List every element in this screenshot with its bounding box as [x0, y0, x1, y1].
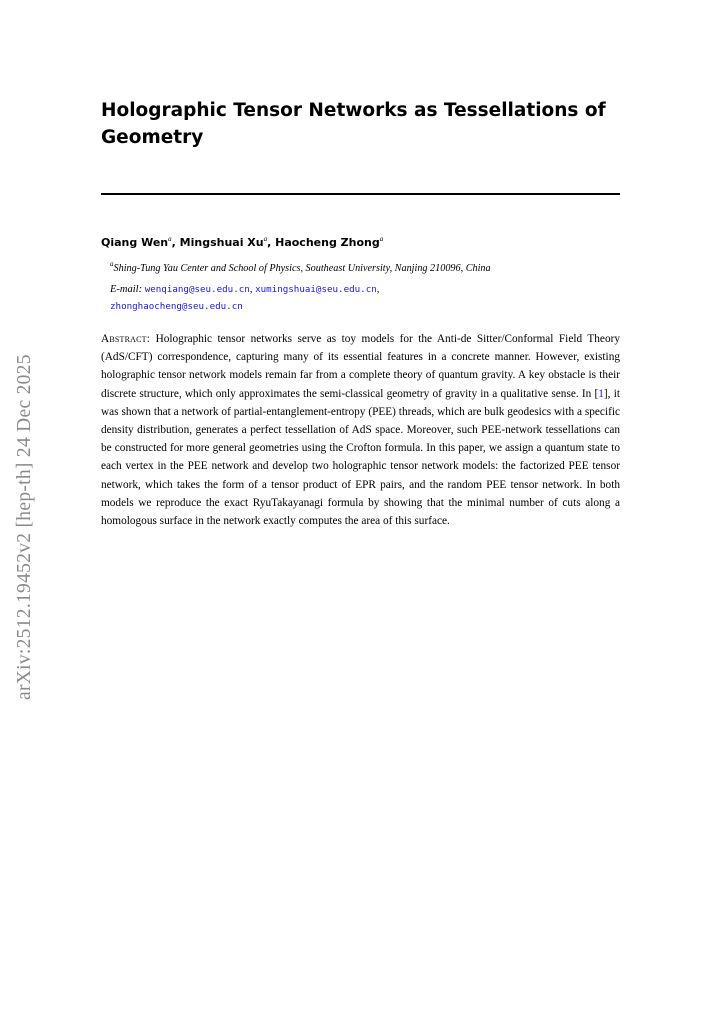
author-affil-mark: a	[263, 235, 268, 243]
author-name: Qiang Wen	[101, 236, 169, 249]
email-link-xu[interactable]: xumingshuai@seu.edu.cn	[255, 284, 377, 295]
author-affil-mark: a	[379, 235, 384, 243]
author-separator: ,	[171, 236, 180, 249]
paper-title	[101, 97, 621, 151]
citation-link[interactable]: 1	[598, 387, 604, 400]
abstract-text-part2: ], it was shown that a network of partial-entanglement-entropy (PEE) threads, which are bulk geodesics with a specific density distribution, generates a perfect tessellation of AdS space. Moreover, such PEE-network tessellations can be constructed for more general geometries using the Crofton formula. In this paper, we assign a quantum state to each vertex in the PEE network and develop two holographic tensor network models: the factorized PEE tensor network, which takes the form of a tensor product of EPR pairs, and the random PEE tensor network. In both models we reproduce the exact RyuTakayanagi formula by showing that the minimal number of cuts along a homologous surface in the network exactly computes the area of this surface.	[101, 387, 620, 528]
title-line-1: Holographic Tensor Networks as Tessellations of	[101, 100, 606, 121]
affil-mark: a	[110, 260, 114, 268]
abstract-heading: Abstract:	[101, 333, 151, 345]
author-affil-mark: a	[168, 235, 172, 243]
email-label: E-mail:	[110, 284, 143, 295]
arxiv-identifier: arXiv:2512.19452v2 [hep-th] 24 Dec 2025	[14, 354, 35, 700]
title-divider	[101, 193, 620, 195]
abstract-text-part1: Holographic tensor networks serve as toy models for the Anti-de Sitter/Conformal Field Theory (AdS/CFT) correspondence, capturing many of its essential features in a concrete manner. However, existing holographic tensor network models remain far from a complete theory of quantum gravity. A key obstacle is their discrete structure, which only approximates the semi-classical geometry of gravity in a qualitative sense. In [	[101, 333, 620, 400]
author-separator: ,	[267, 236, 276, 249]
email-link-zhong[interactable]: zhonghaocheng@seu.edu.cn	[110, 301, 243, 312]
email-link-wen[interactable]: wenqiang@seu.edu.cn	[144, 284, 250, 295]
abstract	[101, 330, 620, 530]
title-line-2: Geometry	[101, 127, 204, 148]
affil-text: Shing-Tung Yau Center and School of Physics, Southeast University, Nanjing 210096, China	[113, 263, 491, 274]
email-separator: ,	[376, 284, 380, 295]
affiliation	[110, 262, 630, 275]
author-name: Mingshuai Xu	[179, 236, 264, 249]
author-name: Haocheng Zhong	[275, 236, 380, 249]
author-list	[101, 236, 621, 250]
email-block	[110, 281, 630, 315]
email-separator: ,	[249, 284, 256, 295]
